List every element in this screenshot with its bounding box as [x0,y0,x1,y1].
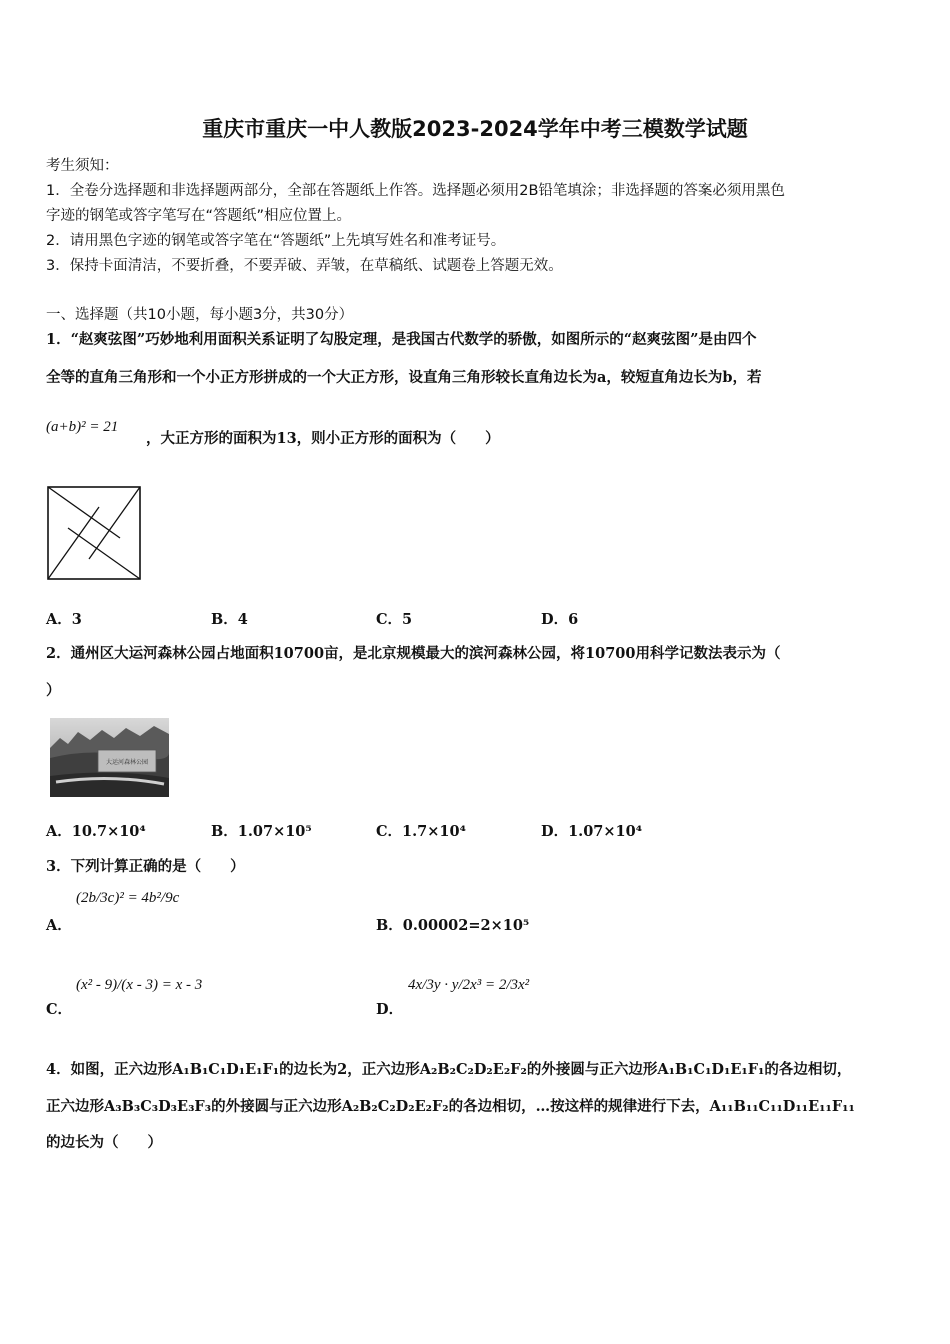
q3-option-b: B．0.00002=2×10⁵ [376,917,530,934]
q3-option-a: (2b/3c)² = 4b²/9c [76,890,180,906]
q2-option-a: A．10.7×10⁴ [46,823,146,840]
park-sign-text: 大运河森林公园 [105,759,149,766]
q1-option-b: B．4 [211,611,248,628]
q1-line-2: 全等的直角三角形和一个小正方形拼成的一个大正方形，设直角三角形较长直角边长为a，较短直角边长为b，若 [46,369,762,386]
q1-option-c: C．5 [376,611,413,628]
q2-line-2: ） [46,682,61,699]
notice-item-2: 2．请用黑色字迹的钢笔或答字笔在“答题纸”上先填写姓名和准考证号。 [46,233,506,249]
notice-item-3: 3．保持卡面清洁，不要折叠，不要弄破、弄皱，在草稿纸、试题卷上答题无效。 [46,258,563,274]
q1-formula: (a+b)² = 21 [46,419,119,435]
q2-option-d: D．1.07×10⁴ [541,823,643,840]
q4-line-1: 4．如图，正六边形A₁B₁C₁D₁E₁F₁的边长为2，正六边形A₂B₂C₂D₂E₂F₂的外接圆与正六边形A₁B₁C₁D₁E₁F₁的各边相切， [46,1061,852,1078]
notice-item-1-line-2: 字迹的钢笔或答字笔写在“答题纸”相应位置上。 [46,208,352,224]
q3-option-c: (x² - 9)/(x - 3) = x - 3 [76,977,203,993]
q3-option-c-label: C． [46,1001,73,1018]
q4-line-3: 的边长为（ ） [46,1134,162,1151]
q3-option-d: 4x/3y · y/2x³ = 2/3x² [408,977,530,993]
q3-stem: 3．下列计算正确的是（ ） [46,858,245,875]
notice-item-1-line-1: 1．全卷分选择题和非选择题两部分，全部在答题纸上作答。选择题必须用2B铅笔填涂；非选择题的答案必须用黑色 [46,183,785,199]
notice-heading: 考生须知： [46,158,119,174]
page-title: 重庆市重庆一中人教版2023-2024学年中考三模数学试题 [202,117,748,141]
q3-option-d-label: D． [376,1001,404,1018]
section-heading: 一、选择题（共10小题，每小题3分，共30分） [46,307,354,323]
q1-option-d: D．6 [541,611,579,628]
q1-option-a: A．3 [46,611,82,628]
q1-line-1: 1．“赵爽弦图”巧妙地利用面积关系证明了勾股定理，是我国古代数学的骄傲，如图所示的“赵爽弦图”是由四个 [46,331,757,348]
q3-option-a-label: A． [46,917,72,934]
q4-line-2: 正六边形A₃B₃C₃D₃E₃F₃的外接圆与正六边形A₂B₂C₂D₂E₂F₂的各边相切，…按这样的规律进行下去，A₁₁B₁₁C₁₁D₁₁E₁₁F₁₁ [46,1098,855,1115]
q1-line-3: ，大正方形的面积为13，则小正方形的面积为（ ） [146,430,500,447]
q2-option-c: C．1.7×10⁴ [376,823,466,840]
zhao-shuang-diagram [47,486,142,581]
park-photo [50,718,169,797]
q2-option-b: B．1.07×10⁵ [211,823,312,840]
q2-line-1: 2．通州区大运河森林公园占地面积10700亩，是北京规模最大的滨河森林公园，将10700用科学记数法表示为（ [46,645,781,662]
